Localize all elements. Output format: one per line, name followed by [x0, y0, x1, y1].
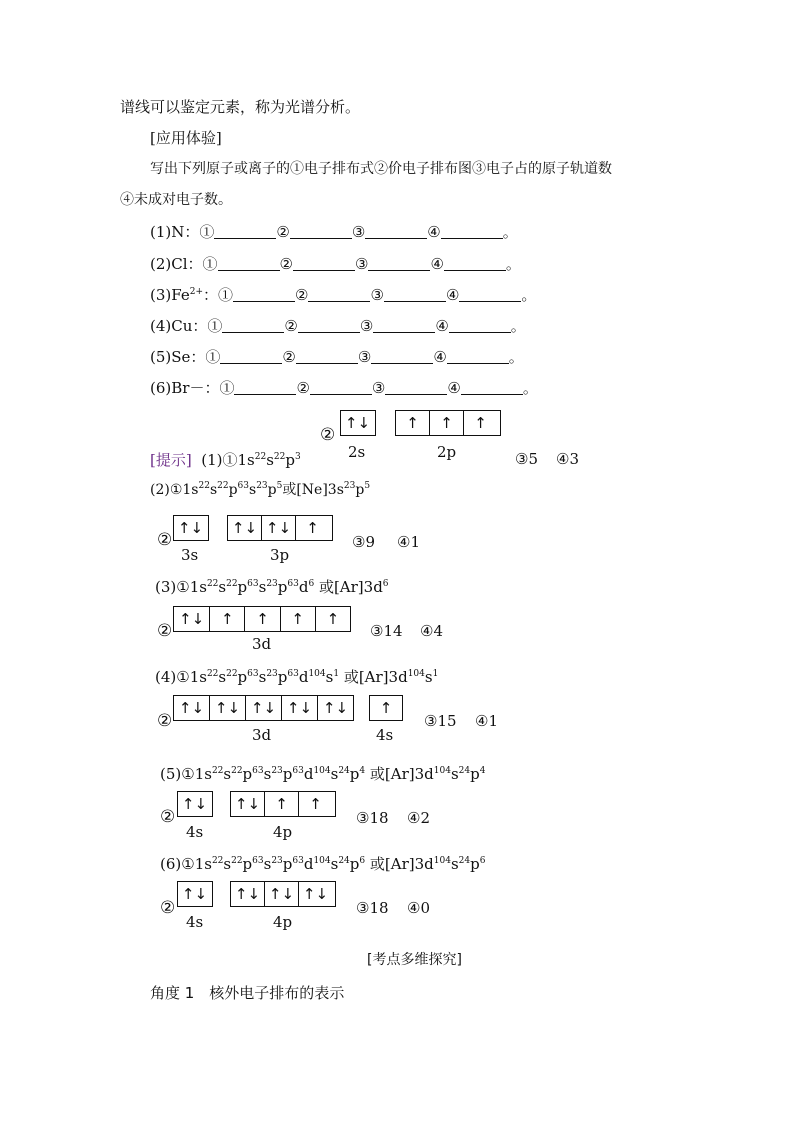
- orbital-box-3s: ↑↓: [173, 515, 209, 541]
- blank-item: $(3)Fe^{2+}$：① ② ③ ④ 。: [150, 286, 537, 304]
- orbital-label: 4p: [273, 823, 293, 841]
- section2-heading: [考点多维探究]: [367, 952, 462, 968]
- blank-item: (2)Cl：① ② ③ ④ 。: [150, 255, 521, 273]
- result-4: ④0: [407, 899, 430, 917]
- section-heading: [应用体验]: [150, 129, 222, 147]
- orbital-box-4s: ↑↓: [177, 791, 213, 817]
- result-4: ④1: [397, 533, 420, 551]
- blank-item: (4)Cu：① ② ③ ④ 。: [150, 317, 526, 335]
- orbital-box-3d: ↑↓ ↑↓ ↑↓ ↑↓ ↑↓: [173, 695, 354, 721]
- circled-2: ②: [160, 807, 176, 827]
- circled-2: ②: [157, 530, 173, 550]
- orbital-label: 3s: [181, 546, 199, 564]
- tip-label: [提示]: [150, 451, 192, 469]
- config-5: $(5)①1s^{22}s^{22}p^{63}s^{23}p^{63}d^{104}s^{24}p^4$ 或$[Ar]3d^{104}s^{24}p^4$: [160, 765, 486, 783]
- orbital-box-3d: ↑↓ ↑ ↑ ↑ ↑: [173, 606, 351, 632]
- blank-item: (5)Se：① ② ③ ④ 。: [150, 348, 524, 366]
- orbital-box-4s: ↑: [369, 695, 403, 721]
- circled-2: ②: [157, 711, 173, 731]
- angle-title: 角度 1 核外电子排布的表示: [150, 984, 345, 1002]
- circled-2: ②: [320, 425, 336, 445]
- result-3: ③9: [352, 533, 375, 551]
- orbital-label: 3d: [252, 635, 272, 653]
- blank-item: (1)N：① ② ③ ④ 。: [150, 223, 518, 241]
- orbital-box-4p: ↑↓ ↑↓ ↑↓: [230, 881, 336, 907]
- blank-item: (6)Br－：① ② ③ ④ 。: [150, 379, 538, 397]
- config-4: $(4)①1s^{22}s^{22}p^{63}s^{23}p^{63}d^{104}s^1$ 或$[Ar]3d^{104}s^1$: [155, 668, 439, 686]
- orbital-label: 4s: [186, 823, 204, 841]
- result-4: ④2: [407, 809, 430, 827]
- result-4: ④3: [556, 450, 579, 468]
- result-3: ③5: [515, 450, 538, 468]
- question-line-1: 写出下列原子或离子的①电子排布式②价电子排布图③电子占的原子轨道数: [150, 161, 612, 177]
- result-3: ③14: [370, 622, 403, 640]
- answer-1-line: [提示] $(1)①1s^{22}s^{22}p^3$: [150, 451, 301, 469]
- result-3: ③18: [356, 809, 389, 827]
- config-6: $(6)①1s^{22}s^{22}p^{63}s^{23}p^{63}d^{104}s^{24}p^6$ 或$[Ar]3d^{104}s^{24}p^6$: [160, 855, 486, 873]
- result-4: ④4: [420, 622, 443, 640]
- circled-2: ②: [157, 621, 173, 641]
- config-1: $1s^{22}s^{22}p^3$: [237, 451, 301, 469]
- orbital-box-3p: ↑↓ ↑↓ ↑: [227, 515, 333, 541]
- orbital-box-2s: ↑↓: [340, 410, 376, 436]
- orbital-box-2p: ↑ ↑ ↑: [395, 410, 501, 436]
- orbital-label: 3d: [252, 726, 272, 744]
- orbital-label: 2p: [437, 443, 457, 461]
- orbital-label: 3p: [270, 546, 290, 564]
- result-3: ③15: [424, 712, 457, 730]
- orbital-label: 4p: [273, 913, 293, 931]
- orbital-label: 2s: [348, 443, 366, 461]
- question-line-2: ④未成对电子数。: [120, 192, 232, 208]
- result-3: ③18: [356, 899, 389, 917]
- orbital-box-4p: ↑↓ ↑ ↑: [230, 791, 336, 817]
- orbital-label: 4s: [376, 726, 394, 744]
- result-4: ④1: [475, 712, 498, 730]
- orbital-box-4s: ↑↓: [177, 881, 213, 907]
- intro-line: 谱线可以鉴定元素，称为光谱分析。: [120, 98, 361, 116]
- circled-2: ②: [160, 898, 176, 918]
- config-3: $(3)①1s^{22}s^{22}p^{63}s^{23}p^{63}d^6$ 或$[Ar]3d^6$: [155, 578, 389, 596]
- config-2: $(2)①1s^{22}s^{22}p^{63}s^{23}p^5$或$[Ne]3s^{23}p^5$: [150, 481, 371, 498]
- orbital-label: 4s: [186, 913, 204, 931]
